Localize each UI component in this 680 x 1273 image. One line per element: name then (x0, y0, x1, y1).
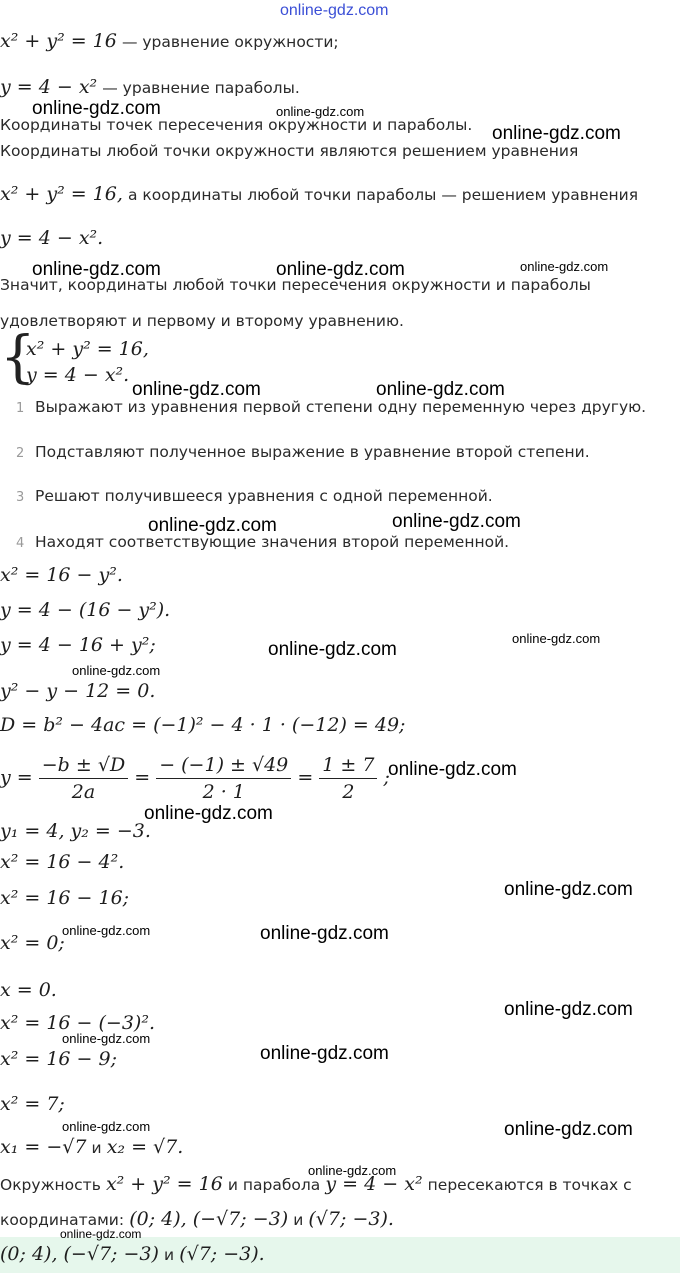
step-number: 4 (16, 536, 25, 551)
answer-equation: (0; 4), (−√7; −3) (0, 1243, 159, 1265)
semicolon: ; (383, 766, 390, 789)
inline-equation: (0; 4), (−√7; −3) (129, 1208, 289, 1230)
solution-line: x² = 16 − 16; (0, 887, 130, 909)
inline-equation: x² + y² = 16 (105, 1173, 223, 1195)
step-text: Решают получившееся уравнения с одной переменной. (35, 487, 493, 505)
circle-equation-line (0, 30, 339, 52)
solution-line: y = 4 − (16 − y²). (0, 599, 171, 621)
watermark: online-gdz.com (276, 259, 405, 280)
answer-equation: (√7; −3). (179, 1243, 265, 1265)
fraction-numerator: −b ± √D (39, 752, 128, 779)
conclusion-text: и парабола (227, 1176, 321, 1194)
watermark: online-gdz.com (504, 879, 633, 900)
inline-equation: (√7; −3). (308, 1208, 394, 1230)
circle-equation: x² + y² = 16 (0, 30, 117, 52)
fraction-denominator: 2 (342, 781, 355, 803)
step-text: Выражают из уравнения первой степени одну переменную через другую. (35, 398, 647, 416)
parabola-equation: y = 4 − x² (0, 76, 98, 98)
roots-lhs: y = (0, 766, 33, 789)
watermark: online-gdz.com (62, 923, 151, 938)
watermark: online-gdz.com (376, 379, 505, 400)
solution-line: x² = 7; (0, 1093, 65, 1115)
step-number: 2 (16, 446, 25, 461)
watermark: online-gdz.com (260, 923, 389, 944)
watermark: online-gdz.com (62, 1119, 151, 1134)
watermark: online-gdz.com (148, 515, 277, 536)
watermark: online-gdz.com (268, 639, 397, 660)
fraction-denominator: 2 · 1 (202, 781, 245, 803)
system-equation-2: y = 4 − x². (26, 364, 130, 386)
solution-line: x² = 16 − y². (0, 564, 123, 586)
paragraph-line: Координаты точек пересечения окружности и параболы. (0, 116, 473, 134)
conclusion-text: координатами: (0, 1211, 125, 1229)
equals-sign: = (297, 766, 314, 789)
fraction-numerator: 1 ± 7 (319, 752, 377, 779)
step-number: 1 (16, 401, 25, 416)
watermark: online-gdz.com (32, 259, 161, 280)
fraction-denominator: 2a (71, 781, 96, 803)
paragraph-text: а координаты любой точки параболы — решением уравнения (128, 186, 639, 204)
watermark: online-gdz.com (32, 98, 161, 119)
watermark: online-gdz.com (144, 803, 273, 824)
solution-line: y = 4 − 16 + y²; (0, 634, 156, 656)
solution-line: x² = 0; (0, 932, 65, 954)
watermark: online-gdz.com (520, 259, 609, 274)
watermark: online-gdz.com (260, 1043, 389, 1064)
watermark: online-gdz.com (504, 999, 633, 1020)
answer-line (0, 1243, 265, 1265)
roots-formula-line (0, 752, 390, 805)
fraction (156, 752, 291, 805)
system-equation-1: x² + y² = 16, (26, 338, 149, 360)
solution-line (0, 1136, 183, 1158)
equals-sign: = (134, 766, 151, 789)
watermark: online-gdz.com (308, 1163, 397, 1178)
inline-equation: x² + y² = 16, (0, 183, 123, 205)
solution-line: x² = 16 − 4². (0, 851, 125, 873)
parabola-equation-line (0, 76, 300, 98)
inline-equation: y = 4 − x². (0, 227, 104, 249)
solution-line: y² − y − 12 = 0. (0, 680, 156, 702)
paragraph-line: удовлетворяют и первому и второму уравнению. (0, 312, 404, 330)
watermark: online-gdz.com (276, 104, 365, 119)
solution-line: x = 0. (0, 979, 57, 1001)
conjunction: и (293, 1211, 304, 1229)
step-text: Находят соответствующие значения второй переменной. (35, 533, 510, 551)
watermark: online-gdz.com (512, 631, 601, 646)
root-x2: x₂ = √7. (106, 1136, 184, 1158)
step-text: Подставляют полученное выражение в уравнение второй степени. (35, 443, 590, 461)
conclusion-text: Окружность (0, 1176, 101, 1194)
discriminant-line: D = b² − 4ac = (−1)² − 4 · 1 · (−12) = 49; (0, 714, 406, 736)
watermark: online-gdz.com (62, 1031, 151, 1046)
solution-line: y₁ = 4, y₂ = −3. (0, 820, 151, 842)
solution-line: x² = 16 − 9; (0, 1048, 117, 1070)
watermark: online-gdz.com (132, 379, 261, 400)
watermark: online-gdz.com (504, 1119, 633, 1140)
paragraph-line (0, 183, 638, 205)
root-x1: x₁ = −√7 (0, 1136, 87, 1158)
conclusion-text: пересекаются в точках с (427, 1176, 632, 1194)
inline-equation: y = 4 − x² (325, 1173, 423, 1195)
watermark: online-gdz.com (72, 663, 161, 678)
conjunction: и (164, 1246, 175, 1264)
fraction (319, 752, 377, 805)
paragraph-line: Координаты любой точки окружности являются решением уравнения (0, 142, 579, 160)
paragraph-line: Значит, координаты любой точки пересечения окружности и параболы (0, 276, 591, 294)
step-number: 3 (16, 490, 25, 505)
fraction (39, 752, 128, 805)
parabola-equation-label: — уравнение параболы. (102, 79, 300, 97)
fraction-numerator: − (−1) ± √49 (156, 752, 291, 779)
watermark: online-gdz.com (60, 1227, 142, 1241)
solution-line: x² = 16 − (−3)². (0, 1012, 155, 1034)
watermark: online-gdz.com (492, 123, 621, 144)
circle-equation-label: — уравнение окружности; (121, 33, 339, 51)
conjunction: и (91, 1139, 102, 1157)
watermark-top: online-gdz.com (280, 2, 389, 19)
system-brace: { (0, 325, 36, 390)
watermark: online-gdz.com (392, 511, 521, 532)
watermark: online-gdz.com (388, 759, 517, 780)
